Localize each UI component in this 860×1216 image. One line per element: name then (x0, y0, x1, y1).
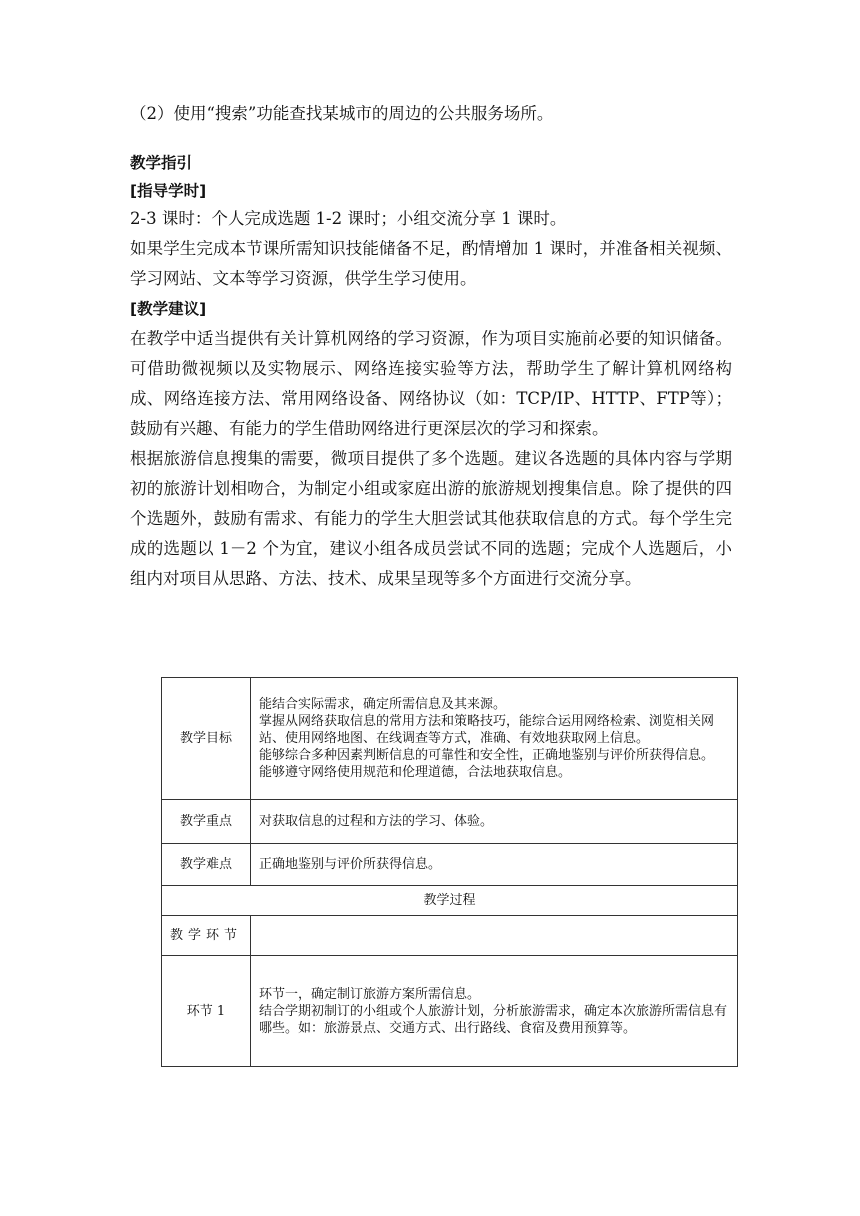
suggestions-paragraph: 根据旅游信息搜集的需要，微项目提供了多个选题。建议各选题的具体内容与学期初的旅游计划相吻合，为制定小组或家庭出游的旅游规划搜集信息。除了提供的四个选题外，鼓励有需求、有能力的学生大胆尝试其他获取信息的方式。每个学生完成的选题以 1－2 个为宜，建议小组各成员尝试不同的选题；完成个人选题后，小组内对项目从思路、方法、技术、成果呈现等多个方面进行交流分享。 (130, 449, 732, 588)
link-content (251, 916, 738, 956)
lesson-plan-table (161, 677, 738, 1067)
goal-label: 教学目标 (162, 678, 251, 800)
table-row (162, 956, 738, 1067)
table-row (162, 800, 738, 844)
intro-line: （2）使用“搜索”功能查找某城市的周边的公共服务场所。 (130, 104, 554, 123)
difficulty-label: 教学难点 (162, 844, 251, 886)
table-row (162, 678, 738, 800)
guide-time-paragraph: 2-3 课时：个人完成选题 1-2 课时；小组交流分享 1 课时。 (130, 209, 567, 228)
goal-content (251, 678, 738, 800)
table-row (162, 886, 738, 916)
guide-time-heading: [指导学时] (130, 182, 207, 200)
guide-block (130, 148, 732, 594)
table-row (162, 844, 738, 886)
link-label: 教学环节 (162, 916, 251, 956)
suggestions-paragraph: 在教学中适当提供有关计算机网络的学习资源，作为项目实施前必要的知识储备。可借助微视频以及实物展示、网络连接实验等方法，帮助学生了解计算机网络构成、网络连接方法、常用网络设备、网络协议（如：TCP/IP、HTTP、FTP等）；鼓励有兴趣、有能力的学生借助网络进行更深层次的学习和探索。 (130, 329, 732, 438)
intro-block (130, 99, 732, 129)
goal-line: 能结合实际需求，确定所需信息及其来源。 (259, 697, 507, 712)
step1-line: 环节一，确定制订旅游方案所需信息。 (259, 986, 481, 1002)
key-point-content: 对获取信息的过程和方法的学习、体验。 (251, 800, 738, 844)
difficulty-content: 正确地鉴别与评价所获得信息。 (251, 844, 738, 886)
step1-label: 环节 1 (162, 956, 251, 1067)
key-point-label: 教学重点 (162, 800, 251, 844)
table-row (162, 916, 738, 956)
goal-line: 掌握从网络获取信息的常用方法和策略技巧，能综合运用网络检索、浏览相关网站、使用网络地图、在线调查等方式，准确、有效地获取网上信息。 (259, 714, 715, 746)
suggestions-heading: [教学建议] (130, 300, 207, 318)
goal-line: 能够遵守网络使用规范和伦理道德，合法地获取信息。 (259, 765, 572, 780)
process-title: 教学过程 (162, 886, 738, 916)
step1-content (251, 956, 738, 1067)
step1-line: 结合学期初制订的小组或个人旅游计划，分析旅游需求，确定本次旅游所需信息有哪些。如：旅游景点、交通方式、出行路线、食宿及费用预算等。 (259, 1003, 728, 1036)
goal-line: 能够综合多种因素判断信息的可靠性和安全性，正确地鉴别与评价所获得信息。 (259, 748, 715, 763)
section-title: 教学指引 (130, 154, 193, 172)
guide-time-paragraph: 如果学生完成本节课所需知识技能储备不足，酌情增加 1 课时，并准备相关视频、学习网站、文本等学习资源，供学生学习使用。 (130, 239, 732, 288)
